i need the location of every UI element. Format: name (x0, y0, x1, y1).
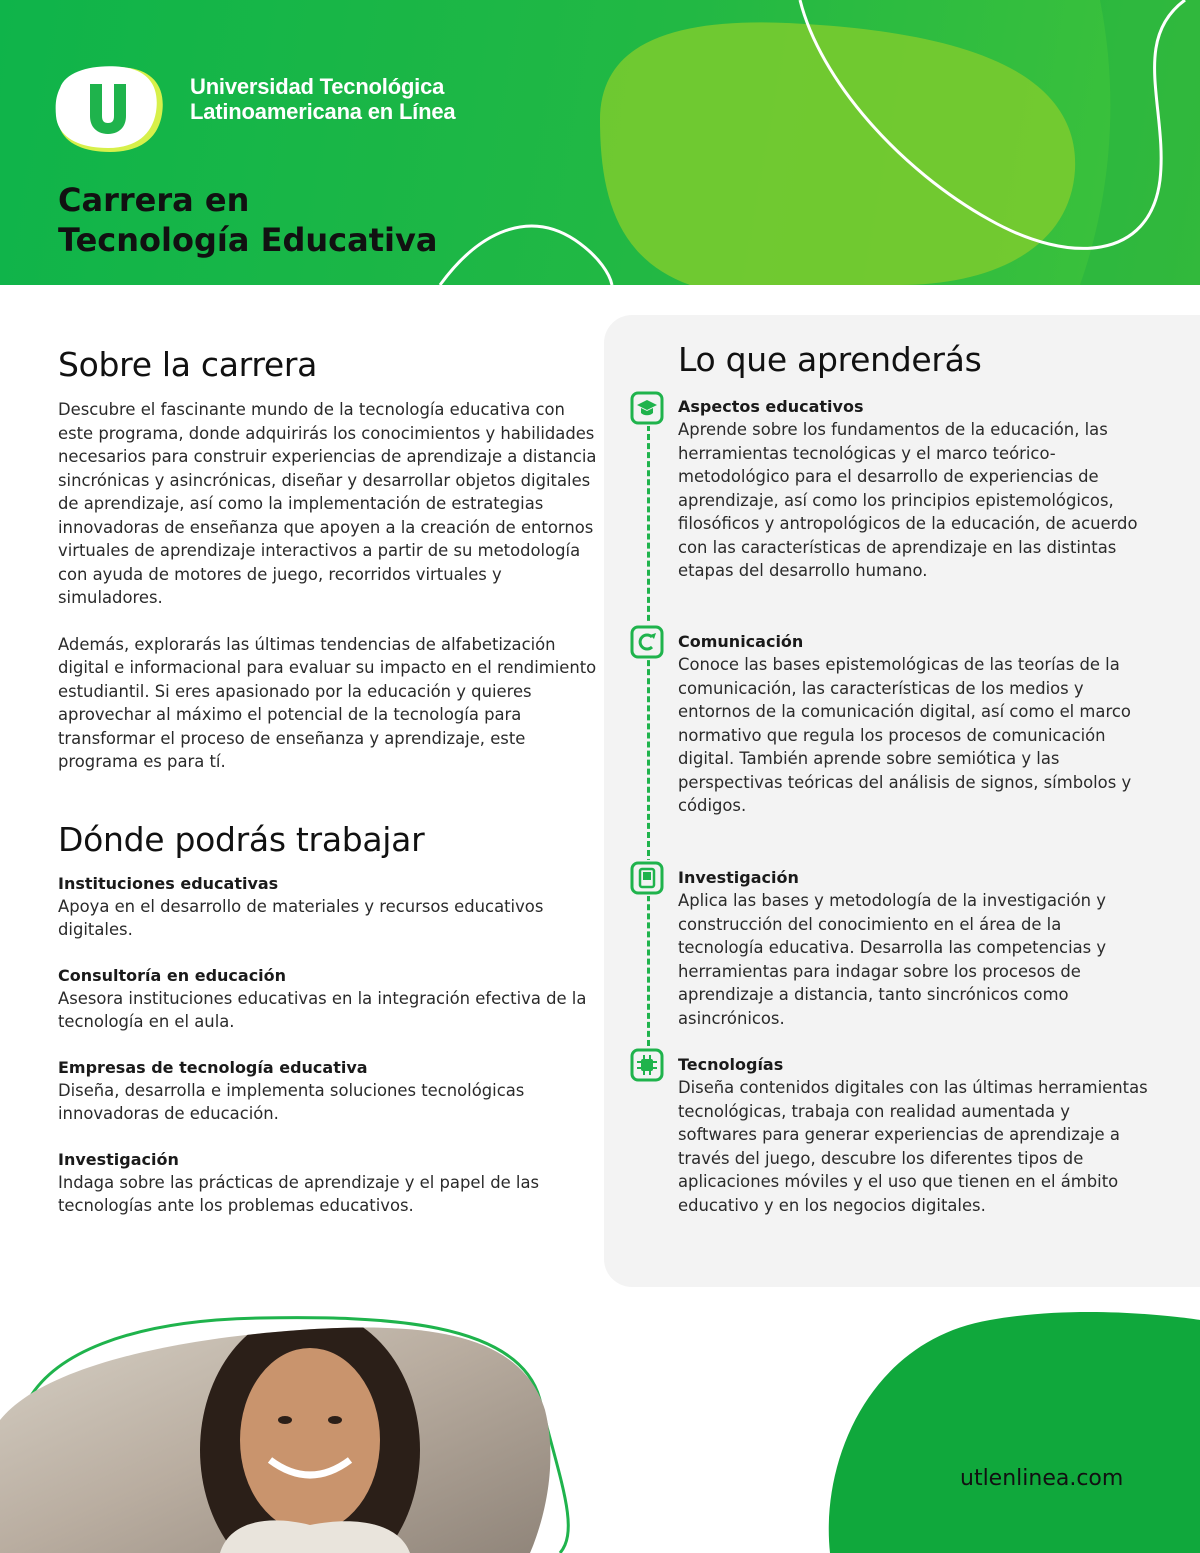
about-heading: Sobre la carrera (58, 345, 318, 384)
chip-icon (629, 1047, 665, 1083)
learn-item (678, 631, 1148, 818)
work-item-title: Investigación (58, 1149, 179, 1169)
learn-item-text: Aplica las bases y metodología de la investigación y construcción del conocimiento en el área de la tecnología educativa. Desarrolla las competencias y herramientas para indagar sobre los procesos de aprendizaje a distancia, tanto sincrónicos como asincrónicos. (678, 891, 1107, 1028)
about-paragraph-1: Descubre el fascinante mundo de la tecnología educativa con este programa, donde adquirirás los conocimientos y habilidades necesarios para construir experiencias de aprendizaje a distancia sincrónicas y asincrónicas, diseñar y desarrollar objetos digitales de aprendizaje, así como la implementación de estrategias innovadoras de enseñanza que apoyen a la creación de entornos virtuales de aprendizaje interactivos a partir de su metodología con ayuda de motores de juego, recorridos virtuales y simuladores. (58, 400, 597, 607)
learn-item (678, 1054, 1148, 1217)
learn-item (678, 867, 1148, 1030)
work-item (58, 965, 598, 1034)
title-line-2: Tecnología Educativa (58, 221, 438, 259)
learn-item-text: Aprende sobre los fundamentos de la educación, las herramientas tecnológicas y el marco teórico-metodológico para el desarrollo de experiencias de aprendizaje, así como los principios epistemológicos, filosóficos y antropológicos de la educación, de acuerdo con las características de aprendizaje en las distintas etapas del desarrollo humano. (678, 420, 1138, 580)
work-item-title: Empresas de tecnología educativa (58, 1057, 368, 1077)
work-item-text: Indaga sobre las prácticas de aprendizaje y el papel de las tecnologías ante los problemas educativos. (58, 1172, 540, 1215)
about-paragraph-2: Además, explorarás las últimas tendencias de alfabetización digital e informacional para evaluar su impacto en el rendimiento estudiantil. Si eres apasionado por la educación y quieres aprovechar al máximo el potencial de la tecnología para transformar el proceso de enseñanza y aprendizaje, este programa es para tí. (58, 634, 597, 771)
work-item-text: Asesora instituciones educativas en la integración efectiva de la tecnología en el aula. (58, 988, 587, 1031)
learn-item-title: Investigación (678, 868, 799, 887)
learn-item (678, 396, 1148, 583)
university-logo (52, 62, 168, 154)
communication-icon (629, 624, 665, 660)
student-photo (0, 1300, 560, 1553)
website-link[interactable]: utlenlinea.com (960, 1466, 1124, 1491)
work-item-title: Instituciones educativas (58, 873, 279, 893)
learn-item-title: Aspectos educativos (678, 397, 864, 416)
learn-heading: Lo que aprenderás (678, 340, 982, 379)
brand-line-2: Latinoamericana en Línea (190, 99, 456, 124)
work-item-text: Diseña, desarrolla e implementa soluciones tecnológicas innovadoras de educación. (58, 1080, 525, 1123)
learn-item-text: Conoce las bases epistemológicas de las teorías de la comunicación, las características de los medios y entornos de la comunicación digital, así como el marco normativo que regula los procesos de comunicación digital. También aprende sobre semiótica y las perspectivas teóricas del análisis de signos, símbolos y códigos. (678, 655, 1132, 815)
research-device-icon (629, 860, 665, 896)
learn-item-title: Comunicación (678, 632, 804, 651)
work-item-title: Consultoría en educación (58, 965, 287, 985)
timeline-line (647, 425, 650, 1055)
brand-line-1: Universidad Tecnológica (190, 74, 445, 99)
learn-item-text: Diseña contenidos digitales con las últimas herramientas tecnológicas, trabaja con realidad aumentada y softwares para generar experiencias de aprendizaje a través del juego, descubre los diferentes tipos de aplicaciones móviles y el uso que tienen en el ámbito educativo y en los negocios digitales. (678, 1078, 1148, 1215)
graduation-cap-icon (629, 390, 665, 426)
work-item (58, 1149, 598, 1218)
work-item (58, 1057, 598, 1126)
work-item (58, 873, 598, 942)
work-heading: Dónde podrás trabajar (58, 819, 425, 859)
title-line-1: Carrera en (58, 181, 250, 219)
work-item-text: Apoya en el desarrollo de materiales y recursos educativos digitales. (58, 896, 544, 939)
brand-name (190, 74, 455, 124)
learn-item-title: Tecnologías (678, 1055, 784, 1074)
page-title (58, 180, 437, 260)
left-column (58, 345, 598, 1241)
header-banner (0, 0, 1200, 285)
